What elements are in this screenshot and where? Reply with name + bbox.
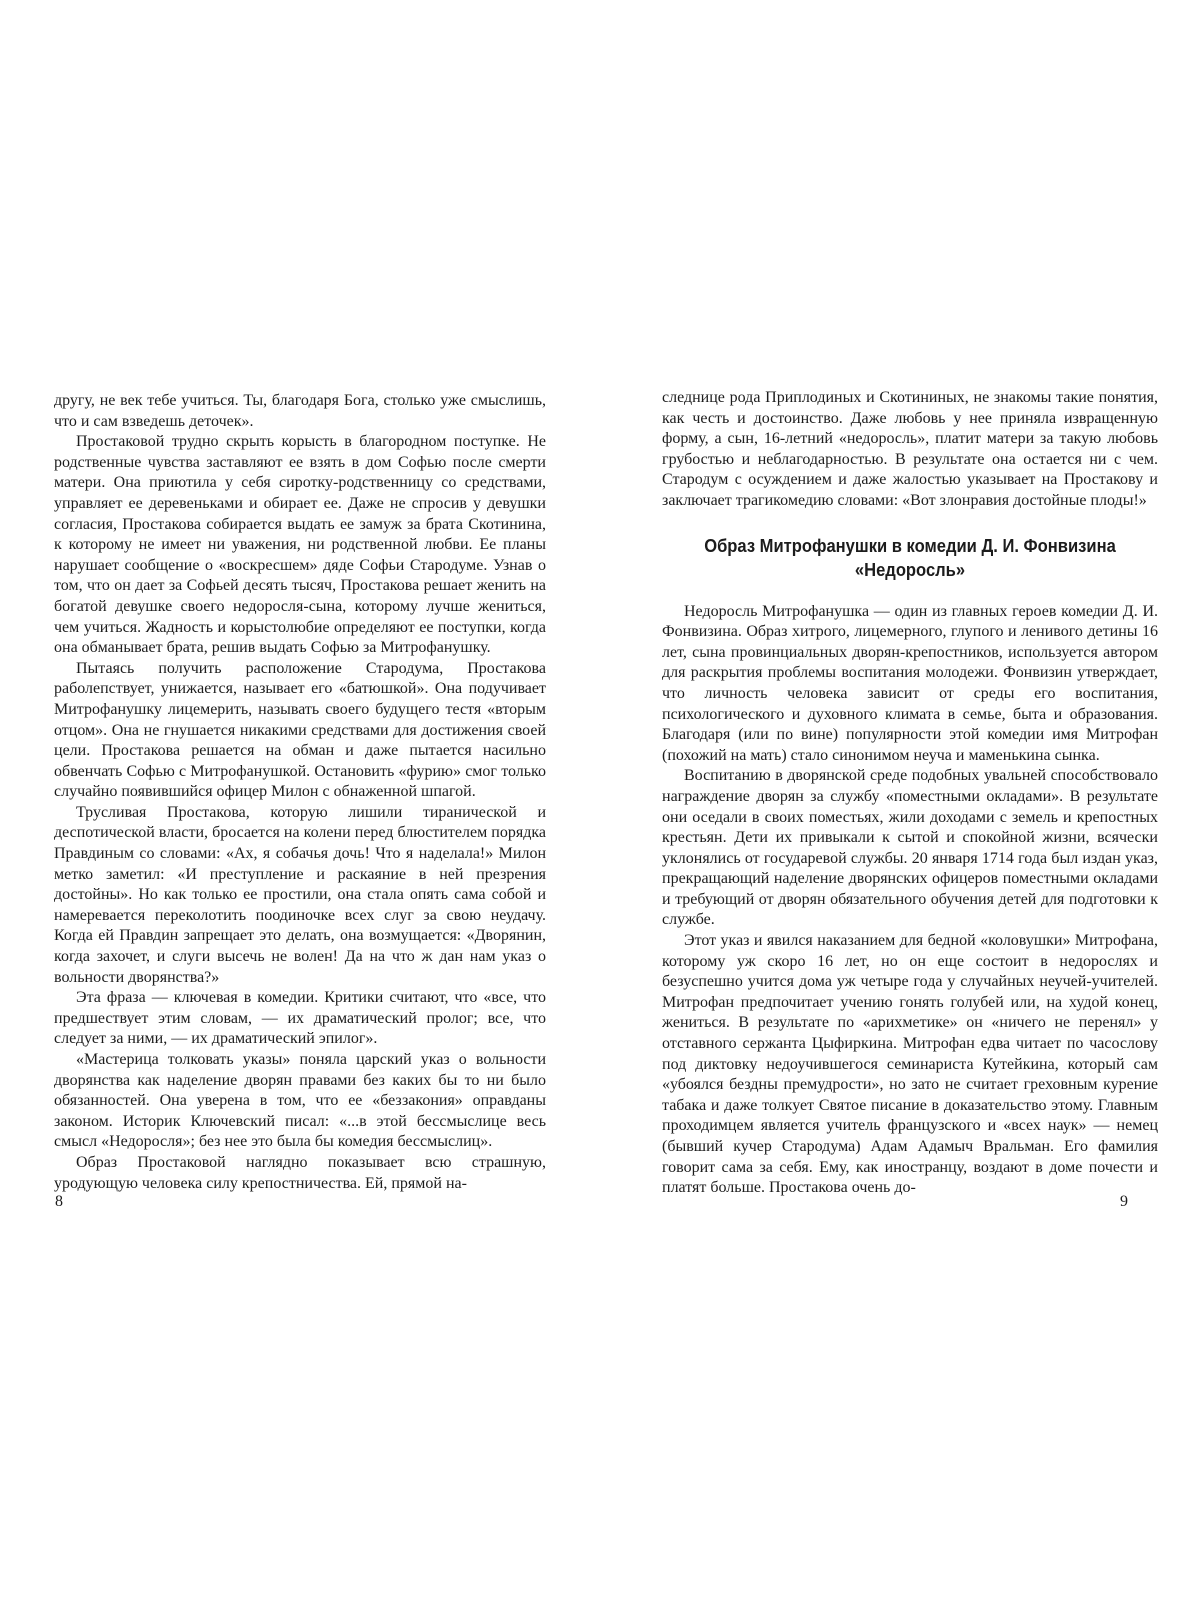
paragraph: следнице рода Приплодиных и Скотининых, не знакомы такие понятия, как честь и достоинство. Даже любовь у нее приняла извращенную форму, а сын, 16-летний «недоросль», платит матери за такую любовь грубостью и неблагодарностью. В результате она остается ни с чем. Стародум с осуждением и даже жалостью указывает на Простакову и заключает трагикомедию словами: «Вот злонравия достойные плоды!»	[662, 389, 1158, 509]
right-page	[600, 0, 1200, 1600]
paragraph: Эта фраза — ключевая в комедии. Критики считают, что «все, что предшествует этим словам, — их драматический пролог; все, что следует за ними, — их драматический эпилог».	[54, 989, 546, 1048]
paragraph: Трусливая Простакова, которую лишили тиранической и деспотической власти, бросается на колени перед блюстителем порядка Правдиным со словами: «Ах, я собачья дочь! Что я наделала!» Милон метко заметил: «И преступление и раскаяние в ней презрения достойны». Но как только ее простили, она стала опять сама собой и намеревается переколотить поодиночке всех слуг за свою неудачу. Когда ей Правдин запрещает это делать, она возмущается: «Дворянин, когда захочет, и слуги высечь не волен! Да на что ж дан нам указ о вольности дворянства?»	[54, 803, 546, 986]
paragraph: Простаковой трудно скрыть корысть в благородном поступке. Не родственные чувства заставляют ее взять в дом Софью после смерти матери. Она приютила у себя сиротку-родственницу со средствами, управляет ее деревеньками и обирает ее. Даже не спросив у девушки согласия, Простакова собирается выдать ее замуж за брата Скотинина, к которому не имеет ни уважения, ни родственной любви. Ее планы нарушает сообщение о «воскресшем» дяде Софьи Стародуме. Узнав о том, что он дает за Софьей десять тысяч, Простакова решает женить на богатой девушке своего недоросля-сына, которому лучше жениться, чем учиться. Жадность и корыстолюбие определяют ее поступки, когда она обманывает брата, решив выдать Софью за Митрофанушку.	[54, 433, 546, 657]
page-number: 9	[1120, 1193, 1128, 1210]
paragraph: Недоросль Митрофанушка — один из главных героев комедии Д. И. Фонвизина. Образ хитрого, лицемерного, глупого и ленивого детины 16 лет, сына провинциальных дворян-крепостников, используется автором для раскрытия проблемы воспитания молодежи. Фонвизин утверждает, что личность человека зависит от среды его воспитания, психологического и духовного климата в семье, быта и образования. Благодаря (или по вине) популярности этой комедии имя Митрофан (похожий на мать) стало синонимом неуча и маменькина сынка.	[662, 602, 1158, 764]
paragraph: Этот указ и явился наказанием для бедной «коловушки» Митрофана, которому уж скоро 16 лет, но он еще состоит в недорослях и безуспешно учится дома уж четыре года у случайных неучей-учителей. Митрофан предпочитает учению гонять голубей или, на худой конец, жениться. В результате по «арихметике» он «ничего не перенял» у отставного сержанта Цыфиркина. Митрофан едва читает по часослову под диктовку недоучившегося семинариста Кутейкина, который сам «убоялся бездны премудрости», но зато не считает греховным курение табака и даже толкует Святое писание в доказательство этому. Главным проходимцем является учитель французского и «всех наук» — немец (бывший кучер Стародума) Адам Адамыч Вральман. Его фамилия говорит сама за себя. Ему, как иностранцу, воздают в доме почести и платят больше. Простакова очень до-	[662, 932, 1158, 1197]
paragraph: Воспитанию в дворянской среде подобных увальней способствовало награждение дворян за службу «поместными окладами». В результате они оседали в своих поместьях, жили доходами с земель и крепостных крестьян. Дети их привыкали к сытой и спокойной жизни, всячески уклонялись от государевой службы. 20 января 1714 года был издан указ, прекращающий наделение дворянских офицеров поместными окладами и требующий от дворян обязательного обучения детей для подготовки к службе.	[662, 767, 1158, 929]
left-text-column	[54, 391, 546, 1194]
paragraph: Пытаясь получить расположение Стародума, Простакова раболепствует, унижается, называет его «батюшкой». Она подучивает Митрофанушку лицемерить, называть своего будущего тестя «вторым отцом». Она не гнушается никакими средствами для достижения своей цели. Простакова решается на обман и даже пытается насильно обвенчать Софью с Митрофанушкой. Остановить «фурию» смог только случайно появившийся офицер Милон с обнаженной шпагой.	[54, 659, 546, 801]
section-heading: Образ Митрофанушки в комедии Д. И. Фонвизина «Недоросль»	[704, 535, 1116, 580]
paragraph: другу, не век тебе учиться. Ты, благодаря Бога, столько уже смыслишь, что и сам взведешь деточек».	[54, 392, 546, 430]
paragraph: Образ Простаковой наглядно показывает всю страшную, уродующую человека силу крепостничества. Ей, прямой на-	[54, 1153, 546, 1192]
paragraph: «Мастерица толковать указы» поняла царский указ о вольности дворянства как наделение дворян правами без каких бы то ни было обязанностей. Она уверена в том, что ее «беззакония» оправданы законом. Историк Ключевский писал: «...в этой бессмыслице весь смысл «Недоросля»; без нее это была бы комедия бессмыслиц».	[54, 1051, 546, 1151]
right-text-column	[662, 388, 1158, 1199]
page-number: 8	[55, 1193, 63, 1210]
